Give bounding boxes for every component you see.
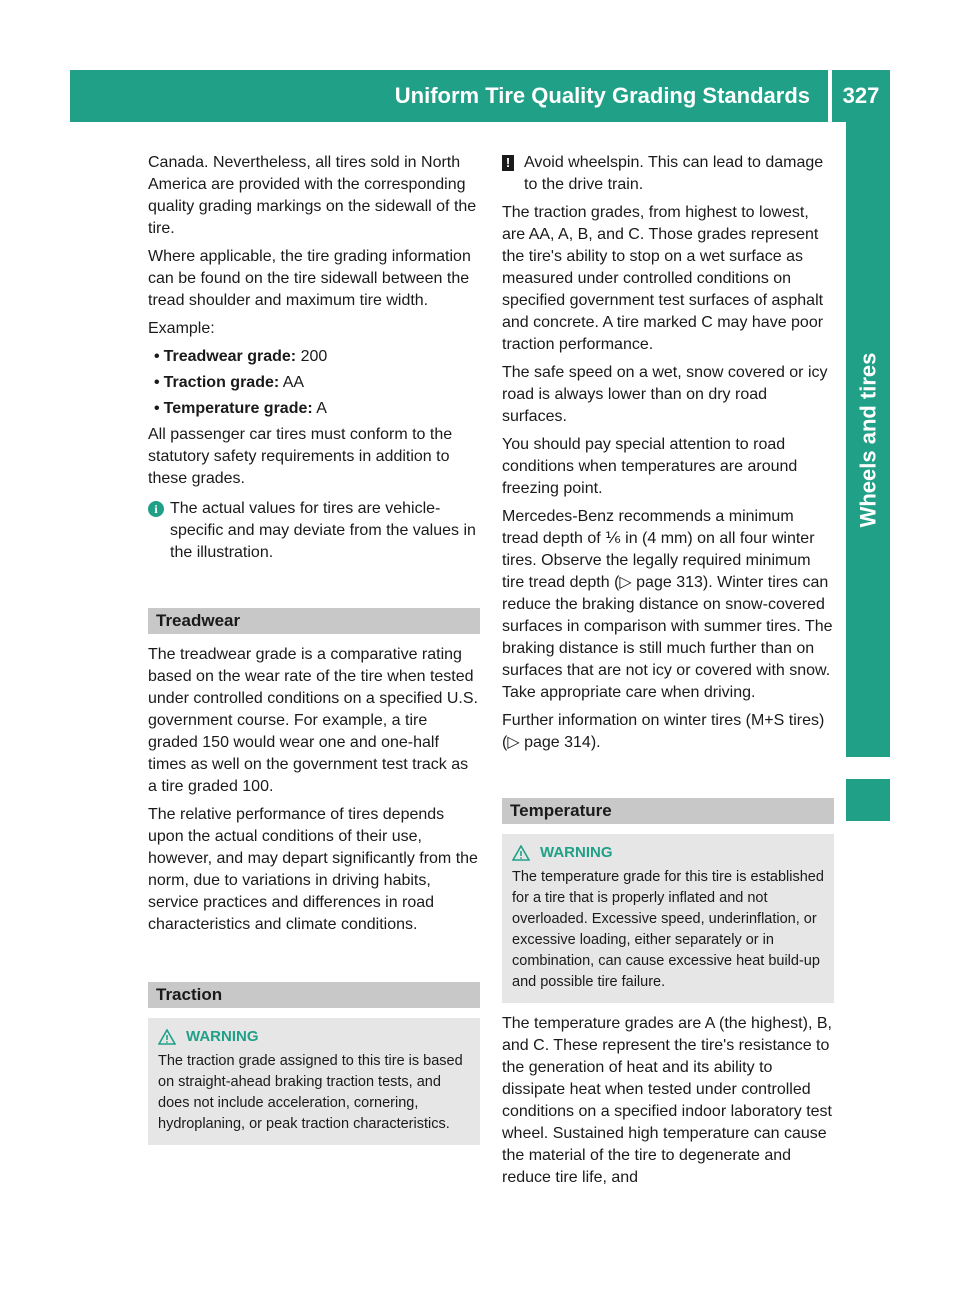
paragraph: The treadwear grade is a comparative rating based on the wear rate of the tire when tested under controlled conditions on a specified U.S. government course. For example, a tire graded 150 would wear one and one-half times as well on the government test track as a tire graded 100.	[148, 646, 478, 795]
warning-box	[502, 834, 834, 1003]
paragraph: All passenger car tires must conform to the statutory safety requirements in addition to these grades.	[148, 426, 453, 487]
caution-note-text: Avoid wheelspin. This can lead to damage to the drive train.	[524, 154, 824, 193]
paragraph: The traction grades, from highest to lowest, are AA, A, B, and C. Those grades represent the tire's ability to stop on a wet surface as measured under controlled conditions on specified government test surfaces of asphalt and concrete. A tire marked C may have poor traction performance.	[502, 204, 824, 353]
paragraph: You should pay special attention to road conditions when temperatures are around freezing point.	[502, 436, 798, 497]
warning-header	[158, 1026, 470, 1047]
example-label: Example:	[148, 320, 215, 337]
warning-box	[148, 1018, 480, 1145]
warning-text: The temperature grade for this tire is established for a tire that is properly inflated and not overloaded. Excessive speed, underinflation, or excessive loading, either separately or in combination, can cause excessive heat build-up and possible tire failure.	[512, 869, 824, 990]
left-column	[148, 152, 480, 1145]
bullet-item	[148, 372, 480, 394]
exclamation-icon: !	[502, 155, 514, 171]
warning-triangle-icon	[158, 1029, 176, 1045]
bullet-value: A	[316, 400, 327, 417]
warning-label: WARNING	[540, 844, 613, 861]
warning-label: WARNING	[186, 1028, 259, 1045]
paragraph: Where applicable, the tire grading information can be found on the tire sidewall between the tread shoulder and maximum tire width.	[148, 248, 471, 309]
section-heading-temperature: Temperature	[502, 798, 834, 824]
paragraph: Canada. Nevertheless, all tires sold in North America are provided with the corresponding quality grading markings on the sidewall of the tire.	[148, 154, 477, 237]
paragraph: The relative performance of tires depends upon the actual conditions of their use, however, and may depart significantly from the norm, due to variations in driving habits, service practices and differences in road characteristics and climate conditions.	[148, 806, 478, 933]
bullet-label: Temperature grade:	[163, 400, 313, 417]
warning-text: The traction grade assigned to this tire is based on straight-ahead braking traction tests, and does not include acceleration, cornering, hydroplaning, or peak traction characteristics.	[158, 1053, 463, 1132]
bullet-item	[148, 398, 480, 420]
page-header-title: Uniform Tire Quality Grading Standards	[394, 83, 810, 108]
bullet-item	[148, 346, 480, 368]
right-column	[502, 152, 834, 1195]
bullet-dot: •	[154, 400, 160, 417]
paragraph: Further information on winter tires (M+S tires) (▷ page 314).	[502, 712, 825, 751]
side-tab-label: Wheels and tires	[855, 352, 880, 527]
page-number: 327	[842, 83, 880, 108]
paragraph: The temperature grades are A (the highest), B, and C. These represent the tire's resistance to the generation of heat and its ability to dissipate heat when tested under controlled conditions on a specified indoor laboratory test wheel. Sustained high temperature can cause the material of the tire to degenerate and reduce tire life, and	[502, 1015, 832, 1186]
warning-triangle-icon	[512, 845, 530, 861]
bullet-label: Traction grade:	[163, 374, 280, 391]
info-note-text: The actual values for tires are vehicle-specific and may deviate from the values in the illustration.	[170, 500, 476, 561]
warning-header	[512, 842, 824, 863]
bullet-value: 200	[300, 348, 328, 365]
section-heading-traction: Traction	[148, 982, 480, 1008]
paragraph: The safe speed on a wet, snow covered or icy road is always lower than on dry road surfaces.	[502, 364, 828, 425]
info-icon: i	[148, 501, 164, 517]
caution-note	[502, 152, 834, 196]
side-tab-label-wrap	[846, 122, 890, 757]
paragraph: Mercedes-Benz recommends a minimum tread depth of ⅙ in (4 mm) on all four winter tires. Observe the legally required minimum tire tread depth (▷ page 313). Winter tires can reduce the braking distance on snow-covered surfaces in comparison with summer tires. The braking distance is still much further than on surfaces that are not icy or covered with snow. Take appropriate care when driving.	[502, 508, 833, 701]
bullet-dot: •	[154, 374, 160, 391]
side-tab-block	[846, 779, 890, 821]
info-note	[148, 498, 480, 564]
bullet-value: AA	[282, 374, 305, 391]
bullet-label: Treadwear grade:	[163, 348, 297, 365]
section-heading-treadwear: Treadwear	[148, 608, 480, 634]
bullet-dot: •	[154, 348, 160, 365]
